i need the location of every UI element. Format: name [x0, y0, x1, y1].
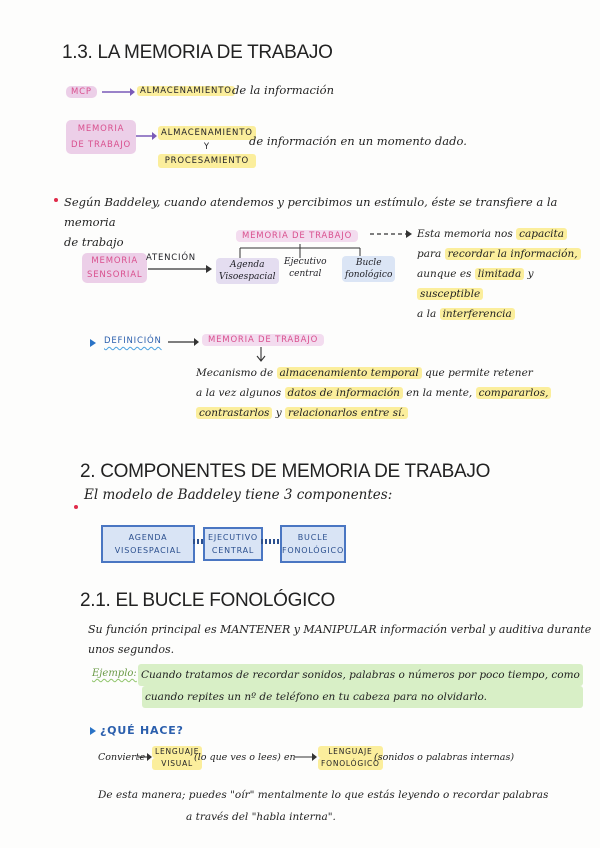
funcion-principal-text: Su función principal es MANTENER y MANIPULAR información verbal y auditiva durante unos segundos.	[88, 623, 592, 656]
definicion-label: DEFINICIÓN	[104, 336, 162, 346]
sonidos-text: (sonidos o palabras internas)	[374, 752, 515, 763]
arrow-icon	[134, 130, 158, 142]
ejemplo-text: Cuando tratamos de recordar sonidos, palabras o números por poco tiempo, como cuando repites un nº de teléfono en tu cabeza para no olvidarlo.	[138, 664, 583, 708]
triangle-bullet-icon	[90, 727, 96, 735]
bullet-dot-icon	[74, 505, 78, 509]
def-target-label: MEMORIA DE TRABAJO	[202, 334, 324, 346]
arrow-icon	[166, 336, 200, 348]
section-title-1-3: 1.3. LA MEMORIA DE TRABAJO	[62, 42, 333, 63]
section-title-2: 2. COMPONENTES DE MEMORIA DE TRABAJO	[80, 461, 491, 482]
memoria-note: Esta memoria nos capacita para recordar la información, aunque es limitada y susceptible a la interferencia	[417, 224, 600, 324]
arrow-icon	[294, 751, 318, 763]
definicion-text: Mecanismo de almacenamiento temporal que permite retener a la vez algunos datos de información en la mente, compararlos, contrastarlos y relacionarlos entre sí.	[196, 363, 551, 423]
atencion-label: ATENCIÓN	[146, 253, 196, 263]
ejemplo-label: Ejemplo:	[92, 668, 137, 679]
de-la-informacion-text: de la información	[232, 83, 334, 97]
dashed-arrow-icon	[368, 227, 414, 241]
memoria-sensorial-label: MEMORIA SENSORIAL	[82, 253, 147, 283]
lo-que-ves-text: (lo que ves o lees) en	[194, 752, 296, 763]
bucle-fonologico-node: Bucle fonológico	[342, 256, 395, 282]
arrow-icon	[146, 263, 214, 275]
bucle-fonologico-box: BUCLE FONOLÓGICO	[280, 525, 346, 563]
arrow-icon	[137, 751, 153, 763]
arrow-icon	[100, 86, 136, 98]
almacenamiento-label: ALMACENAMIENTO	[137, 86, 235, 96]
agenda-visoespacial-node: Agenda Visoespacial	[216, 258, 279, 284]
lenguaje-fonologico-label: LENGUAJE FONOLÓGICO	[318, 746, 383, 770]
convierte-text: Convierte	[98, 752, 146, 763]
ejecutivo-central-box: EJECUTIVO CENTRAL	[203, 527, 263, 561]
baddeley-paragraph: Según Baddeley, cuando atendemos y percibimos un estímulo, éste se transfiere a la memoria de trabajo	[64, 195, 558, 249]
habla-interna-text: De esta manera; puedes "oír" mentalmente lo que estás leyendo o recordar palabras a través del "habla interna".	[98, 789, 549, 823]
section-title-2-1: 2.1. EL BUCLE FONOLÓGICO	[80, 590, 336, 611]
de-info-momento-text: de información en un momento dado.	[249, 134, 467, 148]
agenda-visoespacial-box: AGENDA VISOESPACIAL	[101, 525, 195, 563]
que-hace-heading: ¿QUÉ HACE?	[100, 724, 184, 737]
alm-y-proc-label: ALMACENAMIENTO Y PROCESAMIENTO	[158, 126, 256, 168]
triangle-bullet-icon	[90, 339, 96, 347]
componentes-intro: El modelo de Baddeley tiene 3 componentes:	[84, 487, 393, 503]
connector-line	[193, 539, 203, 544]
lenguaje-visual-label: LENGUAJE VISUAL	[152, 746, 202, 770]
mcp-label: MCP	[66, 86, 97, 98]
connector-line	[261, 539, 279, 544]
ejecutivo-central-node: Ejecutivo central	[284, 257, 327, 279]
memoria-de-trabajo-label: MEMORIA DE TRABAJO	[66, 120, 136, 154]
mt-header-label: MEMORIA DE TRABAJO	[236, 230, 358, 242]
bullet-dot-icon	[54, 198, 58, 202]
